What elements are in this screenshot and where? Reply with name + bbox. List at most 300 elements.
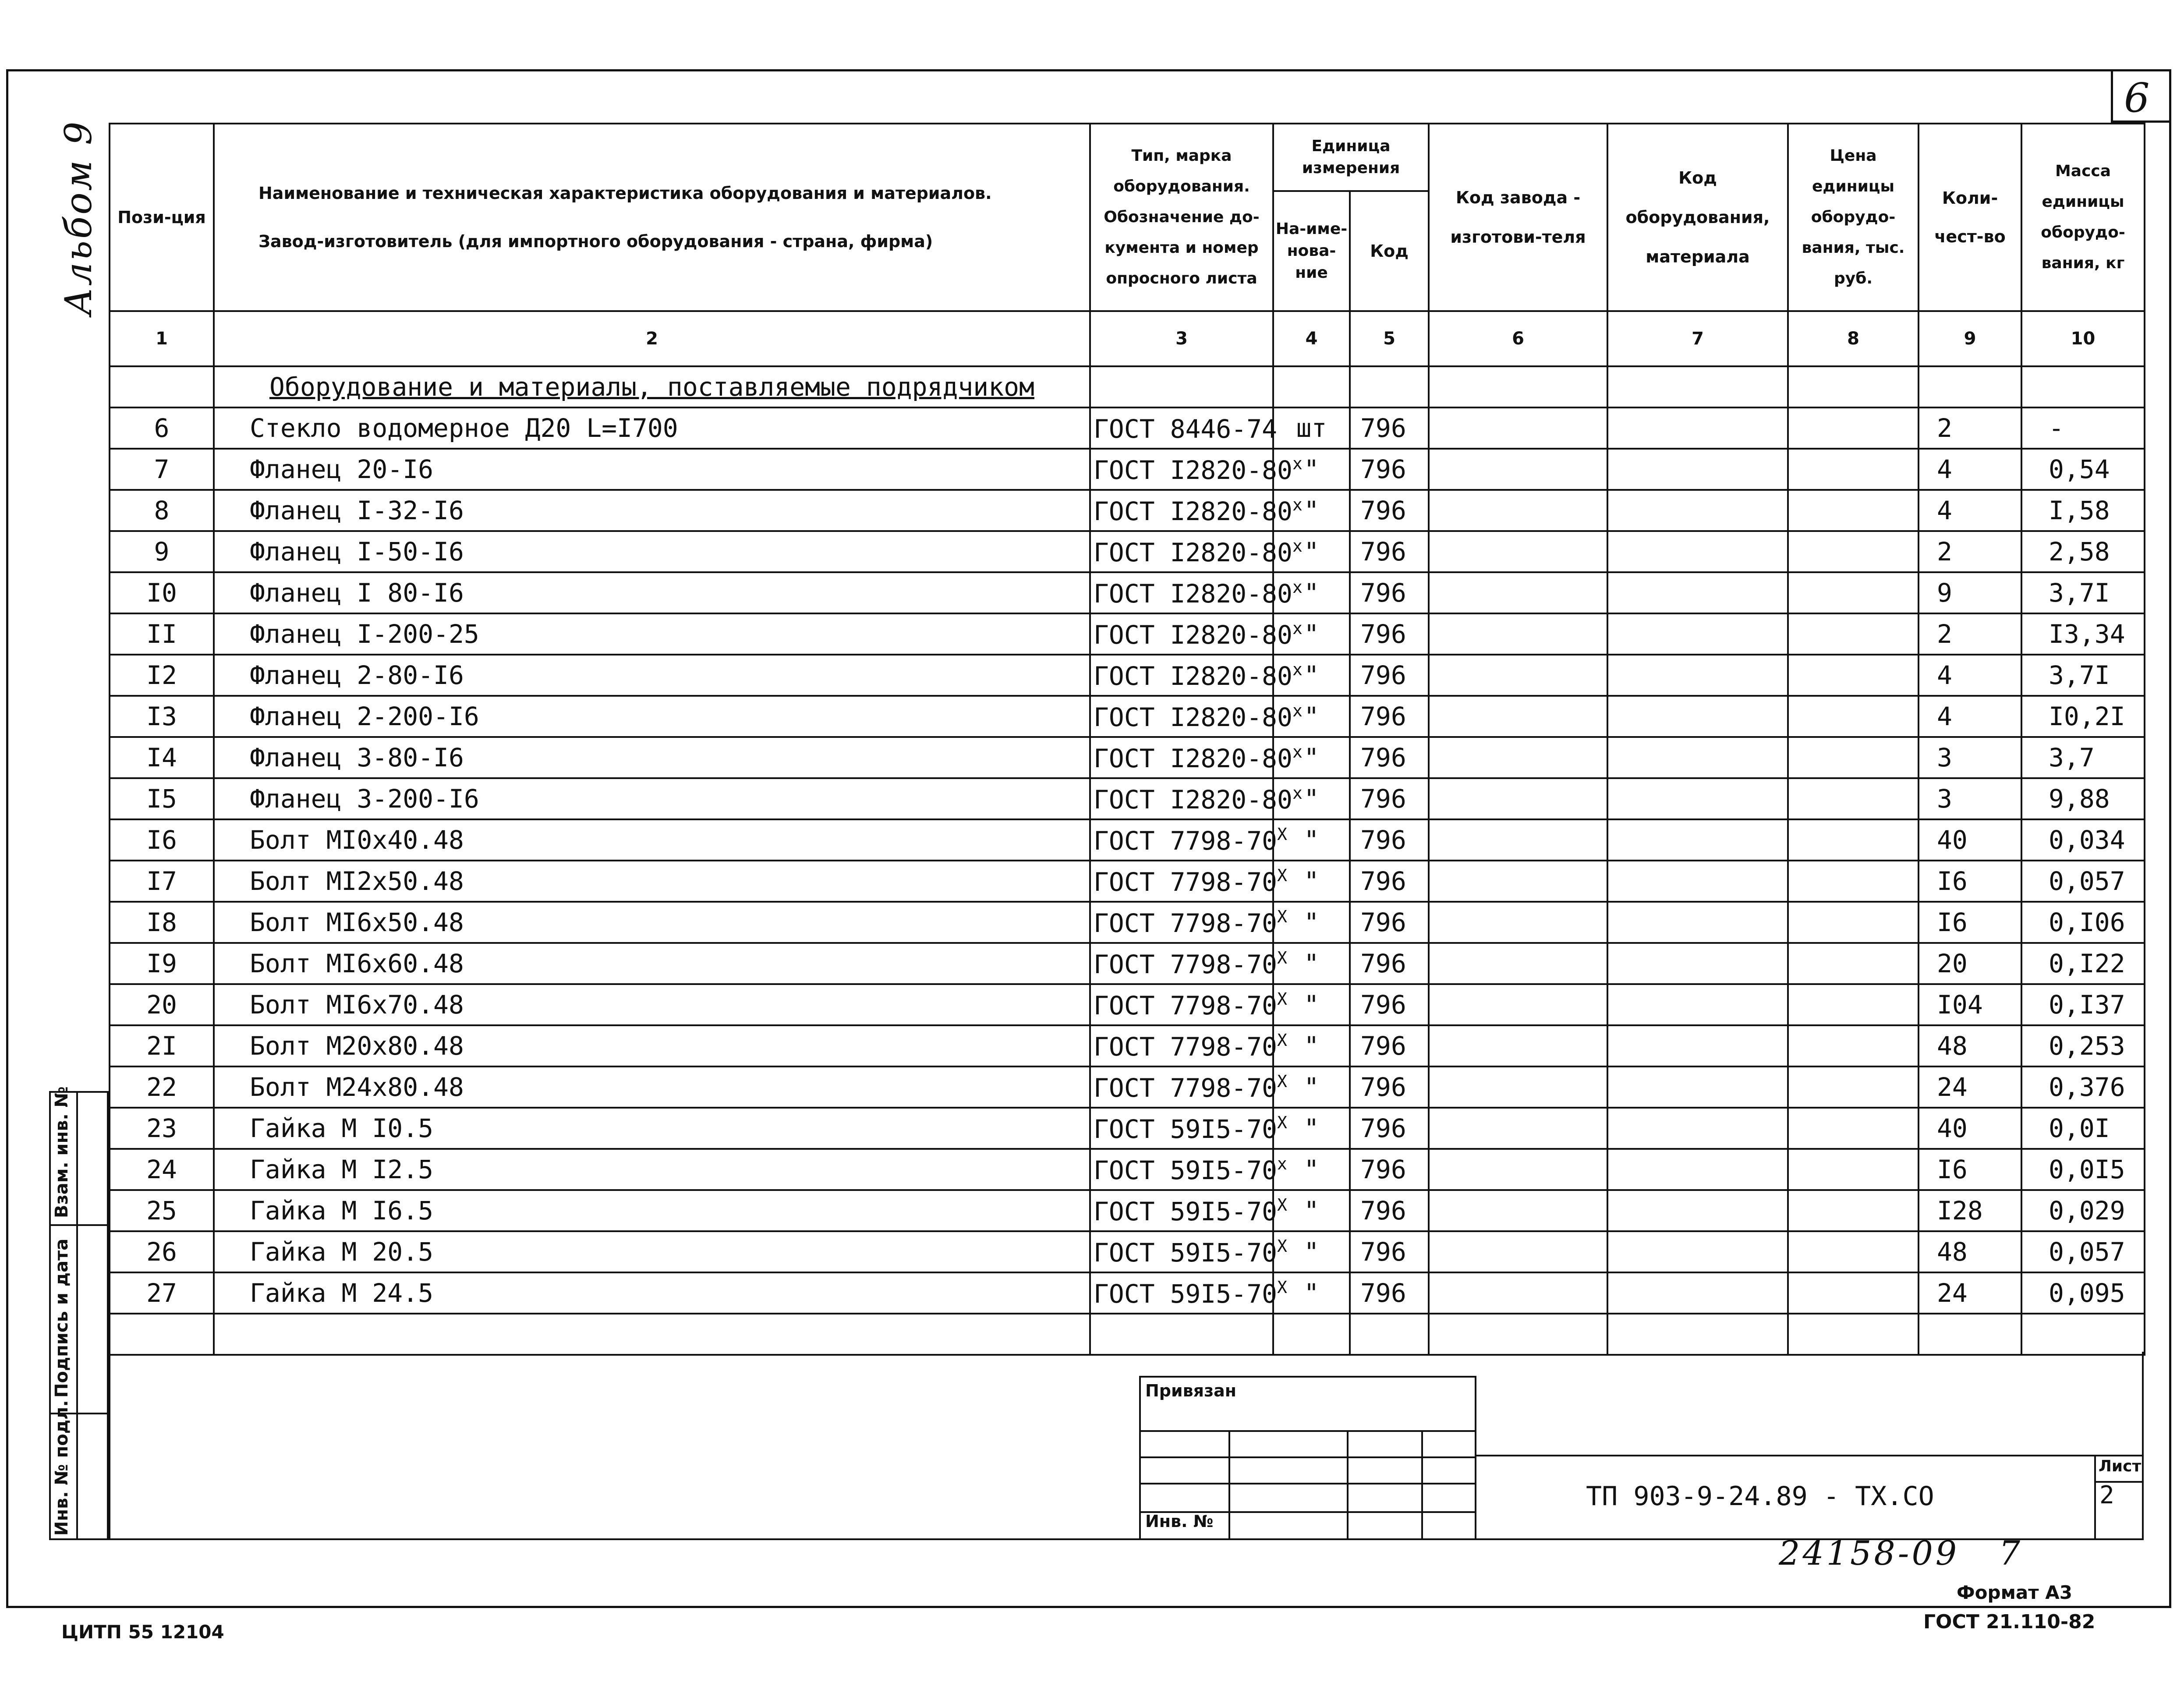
cell-empty	[1607, 1231, 1788, 1272]
cell-empty	[1788, 1108, 1919, 1149]
cell-unit: "	[1273, 1066, 1350, 1108]
section-title: Оборудование и материалы, поставляемые подрядчиком	[214, 366, 1090, 407]
cell-type-text: ГОСТ 59I5-70	[1094, 1155, 1278, 1185]
tsitp-label: ЦИТП 55 12104	[61, 1621, 224, 1643]
cell-type-superscript: X	[1277, 1277, 1287, 1297]
cell-type	[1090, 1108, 1287, 1149]
cell-pos: 22	[110, 1066, 214, 1108]
cell-empty	[1788, 531, 1919, 572]
cell-mass: 0,057	[2021, 861, 2145, 902]
side-stamp-inv-podl: Инв. № подл.	[52, 1400, 72, 1536]
cell-type-text: ГОСТ I2820-80	[1094, 578, 1292, 609]
header-unit-group: Единица измерения	[1273, 124, 1429, 191]
cell-type	[1090, 407, 1278, 449]
cell-empty	[1607, 1149, 1788, 1190]
cell-unit: "	[1273, 572, 1350, 613]
table-row	[110, 984, 2145, 1025]
cell-empty	[1429, 1025, 1607, 1066]
cell-empty	[1429, 737, 1607, 778]
cell-type-text: ГОСТ 7798-70	[1094, 949, 1278, 979]
cell-type-text: ГОСТ 59I5-70	[1094, 1196, 1278, 1226]
cell-name: Болт M20x80.48	[214, 1025, 1090, 1066]
cell-pos: 9	[110, 531, 214, 572]
cell-unit: "	[1273, 902, 1350, 943]
cell-unit: "	[1273, 1108, 1350, 1149]
cell-empty	[1788, 1190, 1919, 1231]
cell-empty	[1788, 449, 1919, 490]
header-plant-code: Код завода - изготови-теля	[1429, 124, 1607, 311]
cell-code: 796	[1350, 778, 1429, 819]
table-row	[110, 1108, 2145, 1149]
cell-pos: I8	[110, 902, 214, 943]
cell-empty	[1607, 1190, 1788, 1231]
cell-mass: 0,I37	[2021, 984, 2145, 1025]
cell-empty	[1607, 1108, 1788, 1149]
cell-mass: 0,I22	[2021, 943, 2145, 984]
cell-type	[1090, 1025, 1287, 1066]
cell-name: Болт MI6x50.48	[214, 902, 1090, 943]
cell-qty: I6	[1919, 902, 2021, 943]
cell-empty	[1788, 1149, 1919, 1190]
cell-empty	[1788, 861, 1919, 902]
cell-mass: 2,58	[2021, 531, 2145, 572]
cell-name: Фланец I-200-25	[214, 613, 1090, 655]
cell-empty	[1607, 778, 1788, 819]
column-number: 5	[1350, 311, 1429, 366]
cell-qty: 20	[1919, 943, 2021, 984]
cell-code: 796	[1350, 737, 1429, 778]
cell-empty	[1788, 1272, 1919, 1314]
cell-mass: 0,057	[2021, 1231, 2145, 1272]
cell-qty: 40	[1919, 819, 2021, 861]
cell-empty	[1607, 490, 1788, 531]
cell-pos: I4	[110, 737, 214, 778]
cell-empty	[1607, 407, 1788, 449]
cell-pos: 6	[110, 407, 214, 449]
header-unit-code: Код	[1350, 191, 1429, 311]
header-name	[214, 124, 1090, 311]
cell-type	[1090, 902, 1287, 943]
cell-empty	[1429, 778, 1607, 819]
cell-type-text: ГОСТ 7798-70	[1094, 825, 1278, 856]
cell-code: 796	[1350, 819, 1429, 861]
table-row	[110, 449, 2145, 490]
cell-empty	[1788, 655, 1919, 696]
cell-empty	[1607, 1066, 1788, 1108]
cell-empty	[1788, 1025, 1919, 1066]
header-unit-name: На-име-нова-ние	[1273, 191, 1350, 311]
cell-name: Болт MI2x50.48	[214, 861, 1090, 902]
table-row	[110, 655, 2145, 696]
cell-mass: 0,I06	[2021, 902, 2145, 943]
cell-name: Болт MI6x70.48	[214, 984, 1090, 1025]
table-row	[110, 1025, 2145, 1066]
header-mass: Масса единицы оборудо-вания, кг	[2021, 124, 2145, 311]
cell-unit: "	[1273, 943, 1350, 984]
cell-unit: "	[1273, 778, 1350, 819]
cell-empty	[1429, 490, 1607, 531]
cell-type	[1090, 943, 1287, 984]
cell-name: Фланец I-50-I6	[214, 531, 1090, 572]
table-row	[110, 696, 2145, 737]
column-number: 1	[110, 311, 214, 366]
privyazan-label: Привязан	[1145, 1381, 1237, 1400]
cell-empty	[1788, 696, 1919, 737]
cell-code: 796	[1350, 861, 1429, 902]
cell-unit: "	[1273, 1231, 1350, 1272]
cell-pos: 8	[110, 490, 214, 531]
cell-name: Гайка М 24.5	[214, 1272, 1090, 1314]
cell-unit: "	[1273, 737, 1350, 778]
cell-empty	[1788, 819, 1919, 861]
cell-empty	[1788, 1231, 1919, 1272]
cell-type-superscript: X	[1277, 948, 1287, 967]
cell-type-superscript: x	[1292, 701, 1303, 720]
cell-type-superscript: x	[1292, 783, 1303, 803]
cell-unit: "	[1273, 1149, 1350, 1190]
cell-name: Фланец 20-I6	[214, 449, 1090, 490]
cell-name: Фланец I-32-I6	[214, 490, 1090, 531]
cell-qty: I6	[1919, 861, 2021, 902]
cell-code: 796	[1350, 943, 1429, 984]
cell-type-superscript: x	[1292, 453, 1303, 473]
cell-type-text: ГОСТ 7798-70	[1094, 990, 1278, 1020]
cell-empty	[1429, 1149, 1607, 1190]
sheet-number: 2	[2099, 1481, 2114, 1509]
cell-code: 796	[1350, 407, 1429, 449]
cell-qty: I6	[1919, 1149, 2021, 1190]
cell-empty	[1429, 531, 1607, 572]
cell-type-text: ГОСТ 59I5-70	[1094, 1279, 1278, 1309]
cell-empty	[1788, 1066, 1919, 1108]
cell-type	[1090, 613, 1303, 655]
cell-empty	[1429, 407, 1607, 449]
cell-empty	[1788, 984, 1919, 1025]
table-row	[110, 943, 2145, 984]
cell-qty: I28	[1919, 1190, 2021, 1231]
cell-type-text: ГОСТ I2820-80	[1094, 702, 1292, 732]
cell-type-superscript: x	[1292, 618, 1303, 638]
cell-name: Фланец 2-200-I6	[214, 696, 1090, 737]
cell-code: 796	[1350, 1190, 1429, 1231]
cell-code: 796	[1350, 696, 1429, 737]
cell-name: Болт M24x80.48	[214, 1066, 1090, 1108]
cell-empty	[1607, 1272, 1788, 1314]
cell-mass: 0,029	[2021, 1190, 2145, 1231]
cell-pos: 26	[110, 1231, 214, 1272]
cell-qty: 48	[1919, 1025, 2021, 1066]
cell-empty	[1788, 572, 1919, 613]
cell-type-text: ГОСТ I2820-80	[1094, 537, 1292, 567]
cell-code: 796	[1350, 1231, 1429, 1272]
cell-type-superscript: x	[1292, 577, 1303, 597]
cell-type	[1090, 1231, 1287, 1272]
cell-empty	[1429, 1231, 1607, 1272]
header-qty: Коли-чест-во	[1919, 124, 2021, 311]
document-code: ТП 903-9-24.89 - ТХ.СО	[1586, 1481, 1934, 1512]
cell-code: 796	[1350, 1066, 1429, 1108]
cell-mass: 0,095	[2021, 1272, 2145, 1314]
table-row	[110, 1066, 2145, 1108]
table-row	[110, 531, 2145, 572]
cell-type-superscript: X	[1277, 1030, 1287, 1050]
cell-unit: "	[1273, 490, 1350, 531]
cell-qty: 9	[1919, 572, 2021, 613]
side-stamp-vzam: Взам. инв. №	[52, 1086, 72, 1218]
cell-unit: "	[1273, 449, 1350, 490]
cell-empty	[1788, 407, 1919, 449]
column-number: 8	[1788, 311, 1919, 366]
cell-pos: 24	[110, 1149, 214, 1190]
cell-type	[1090, 1066, 1287, 1108]
cell-type	[1090, 572, 1303, 613]
cell-empty	[1429, 984, 1607, 1025]
cell-unit: "	[1273, 1025, 1350, 1066]
spec-body	[110, 407, 2145, 1314]
cell-empty	[1607, 943, 1788, 984]
table-row	[110, 737, 2145, 778]
cell-pos: I6	[110, 819, 214, 861]
column-number: 6	[1429, 311, 1607, 366]
spec-table	[109, 123, 2145, 1356]
cell-type	[1090, 1272, 1287, 1314]
cell-type-superscript: x	[1292, 495, 1303, 514]
cell-pos: I7	[110, 861, 214, 902]
cell-type	[1090, 778, 1303, 819]
cell-empty	[1788, 902, 1919, 943]
cell-qty: I04	[1919, 984, 2021, 1025]
cell-pos: 25	[110, 1190, 214, 1231]
cell-mass: -	[2021, 407, 2145, 449]
table-row	[110, 1190, 2145, 1231]
cell-unit: "	[1273, 1272, 1350, 1314]
cell-type	[1090, 819, 1287, 861]
header-name-line2: Завод-изготовитель (для импортного оборудования - страна, фирма)	[258, 232, 933, 251]
cell-qty: 4	[1919, 449, 2021, 490]
cell-type-text: ГОСТ I2820-80	[1094, 496, 1292, 526]
cell-pos: 2I	[110, 1025, 214, 1066]
cell-name: Стекло водомерное Д20 L=I700	[214, 407, 1090, 449]
inv-no-label: Инв. №	[1145, 1512, 1214, 1531]
cell-empty	[1788, 613, 1919, 655]
header-type: Тип, марка оборудования. Обозначение до-кумента и номер опросного листа	[1090, 124, 1273, 311]
cell-type-superscript: X	[1277, 865, 1287, 885]
cell-type	[1090, 984, 1287, 1025]
header-pos: Пози-ция	[110, 124, 214, 311]
cell-type-superscript: X	[1277, 824, 1287, 844]
cell-code: 796	[1350, 449, 1429, 490]
cell-mass: 0,0I	[2021, 1108, 2145, 1149]
cell-pos: I9	[110, 943, 214, 984]
format-label: Формат А3	[1957, 1582, 2072, 1603]
cell-qty: 3	[1919, 737, 2021, 778]
cell-qty: 2	[1919, 613, 2021, 655]
cell-empty	[1607, 1025, 1788, 1066]
cell-empty	[1429, 1108, 1607, 1149]
cell-type-superscript: x	[1292, 742, 1303, 762]
cell-empty	[1429, 943, 1607, 984]
cell-name: Фланец 3-200-I6	[214, 778, 1090, 819]
cell-code: 796	[1350, 984, 1429, 1025]
cell-name: Болт MI6x60.48	[214, 943, 1090, 984]
album-label: Альбом 9	[57, 120, 100, 315]
cell-type-text: ГОСТ 7798-70	[1094, 867, 1278, 897]
cell-qty: 3	[1919, 778, 2021, 819]
cell-name: Фланец 3-80-I6	[214, 737, 1090, 778]
cell-empty	[1607, 984, 1788, 1025]
header-price: Цена единицы оборудо-вания, тыс. руб.	[1788, 124, 1919, 311]
empty-row	[110, 1314, 2145, 1355]
cell-mass: 0,376	[2021, 1066, 2145, 1108]
cell-type-text: ГОСТ 59I5-70	[1094, 1237, 1278, 1268]
column-number: 10	[2021, 311, 2145, 366]
cell-unit: "	[1273, 819, 1350, 861]
cell-type	[1090, 737, 1303, 778]
cell-mass: I,58	[2021, 490, 2145, 531]
table-row	[110, 1149, 2145, 1190]
cell-name: Болт MI0x40.48	[214, 819, 1090, 861]
cell-qty: 2	[1919, 531, 2021, 572]
cell-empty	[1429, 613, 1607, 655]
cell-code: 796	[1350, 1025, 1429, 1066]
cell-unit: "	[1273, 696, 1350, 737]
cell-type	[1090, 531, 1303, 572]
side-stamp-podpis: Подпись и дата	[52, 1238, 72, 1398]
sheet-label: Лист	[2099, 1457, 2142, 1475]
cell-empty	[1429, 1272, 1607, 1314]
cell-type	[1090, 696, 1303, 737]
cell-type	[1090, 490, 1303, 531]
cell-empty	[1429, 902, 1607, 943]
cell-type	[1090, 449, 1303, 490]
cell-name: Фланец I 80-I6	[214, 572, 1090, 613]
cell-qty: 24	[1919, 1272, 2021, 1314]
cell-code: 796	[1350, 902, 1429, 943]
cell-type-text: ГОСТ 7798-70	[1094, 1073, 1278, 1103]
cell-code: 796	[1350, 1272, 1429, 1314]
cell-empty	[1607, 531, 1788, 572]
cell-type-text: ГОСТ I2820-80	[1094, 661, 1292, 691]
cell-mass: 3,7	[2021, 737, 2145, 778]
header-row-1	[110, 124, 2145, 191]
cell-empty	[1788, 778, 1919, 819]
cell-empty	[1607, 613, 1788, 655]
cell-pos: I3	[110, 696, 214, 737]
cell-type-text: ГОСТ 59I5-70	[1094, 1114, 1278, 1144]
cell-empty	[1429, 819, 1607, 861]
cell-pos: I0	[110, 572, 214, 613]
cell-unit: шт	[1273, 407, 1350, 449]
cell-type-superscript: x	[1277, 1154, 1287, 1173]
table-row	[110, 778, 2145, 819]
cell-empty	[1788, 737, 1919, 778]
cell-code: 796	[1350, 655, 1429, 696]
cell-unit: "	[1273, 1190, 1350, 1231]
cell-name: Гайка М I2.5	[214, 1149, 1090, 1190]
cell-type-text: ГОСТ I2820-80	[1094, 743, 1292, 773]
cell-unit: "	[1273, 613, 1350, 655]
cell-mass: 3,7I	[2021, 572, 2145, 613]
table-row	[110, 819, 2145, 861]
table-row	[110, 490, 2145, 531]
cell-code: 796	[1350, 531, 1429, 572]
cell-unit: "	[1273, 984, 1350, 1025]
table-row	[110, 572, 2145, 613]
cell-empty	[1429, 1190, 1607, 1231]
cell-pos: 23	[110, 1108, 214, 1149]
cell-type-text: ГОСТ 7798-70	[1094, 908, 1278, 938]
cell-empty	[1788, 943, 1919, 984]
section-title-row	[110, 366, 2145, 407]
cell-type-text: ГОСТ I2820-80	[1094, 455, 1292, 485]
cell-qty: 40	[1919, 1108, 2021, 1149]
sheet-corner-number: 6	[2124, 74, 2150, 121]
cell-empty	[1429, 449, 1607, 490]
cell-name: Гайка М I6.5	[214, 1190, 1090, 1231]
cell-mass: 9,88	[2021, 778, 2145, 819]
cell-type-superscript: X	[1277, 1236, 1287, 1256]
cell-type	[1090, 655, 1303, 696]
cell-type-superscript: x	[1292, 659, 1303, 679]
cell-code: 796	[1350, 1149, 1429, 1190]
cell-empty	[1607, 737, 1788, 778]
cell-qty: 24	[1919, 1066, 2021, 1108]
cell-name: Фланец 2-80-I6	[214, 655, 1090, 696]
cell-unit: "	[1273, 655, 1350, 696]
cell-type-superscript: x	[1292, 536, 1303, 556]
cell-empty	[1607, 572, 1788, 613]
cell-type-text: ГОСТ 8446-74	[1094, 414, 1278, 444]
cell-type	[1090, 861, 1287, 902]
cell-type-superscript: X	[1277, 1071, 1287, 1091]
cell-code: 796	[1350, 613, 1429, 655]
cell-qty: 48	[1919, 1231, 2021, 1272]
cell-pos: 27	[110, 1272, 214, 1314]
cell-empty	[1429, 696, 1607, 737]
header-material-code: Код оборудования, материала	[1607, 124, 1788, 311]
table-row	[110, 902, 2145, 943]
header-name-line1: Наименование и техническая характеристика оборудования и материалов.	[258, 184, 992, 203]
column-number-row	[110, 311, 2145, 366]
cell-empty	[1607, 655, 1788, 696]
table-row	[110, 861, 2145, 902]
table-row	[110, 1272, 2145, 1314]
cell-pos: 20	[110, 984, 214, 1025]
cell-type-superscript: X	[1277, 989, 1287, 1009]
cell-empty	[1607, 861, 1788, 902]
column-number: 4	[1273, 311, 1350, 366]
cell-mass: 0,034	[2021, 819, 2145, 861]
cell-empty	[1429, 655, 1607, 696]
table-row	[110, 407, 2145, 449]
cell-empty	[1607, 696, 1788, 737]
cell-mass: 0,0I5	[2021, 1149, 2145, 1190]
handwritten-number: 24158-09 7	[1779, 1534, 2023, 1573]
cell-pos: 7	[110, 449, 214, 490]
cell-mass: I0,2I	[2021, 696, 2145, 737]
cell-qty: 2	[1919, 407, 2021, 449]
cell-empty	[1607, 819, 1788, 861]
cell-unit: "	[1273, 531, 1350, 572]
cell-empty	[1788, 490, 1919, 531]
cell-type-text: ГОСТ I2820-80	[1094, 784, 1292, 815]
column-number: 7	[1607, 311, 1788, 366]
gost-footer: ГОСТ 21.110-82	[1923, 1611, 2096, 1633]
cell-type-superscript: X	[1277, 907, 1287, 926]
cell-type-text: ГОСТ 7798-70	[1094, 1031, 1278, 1062]
column-number: 9	[1919, 311, 2021, 366]
cell-qty: 4	[1919, 490, 2021, 531]
